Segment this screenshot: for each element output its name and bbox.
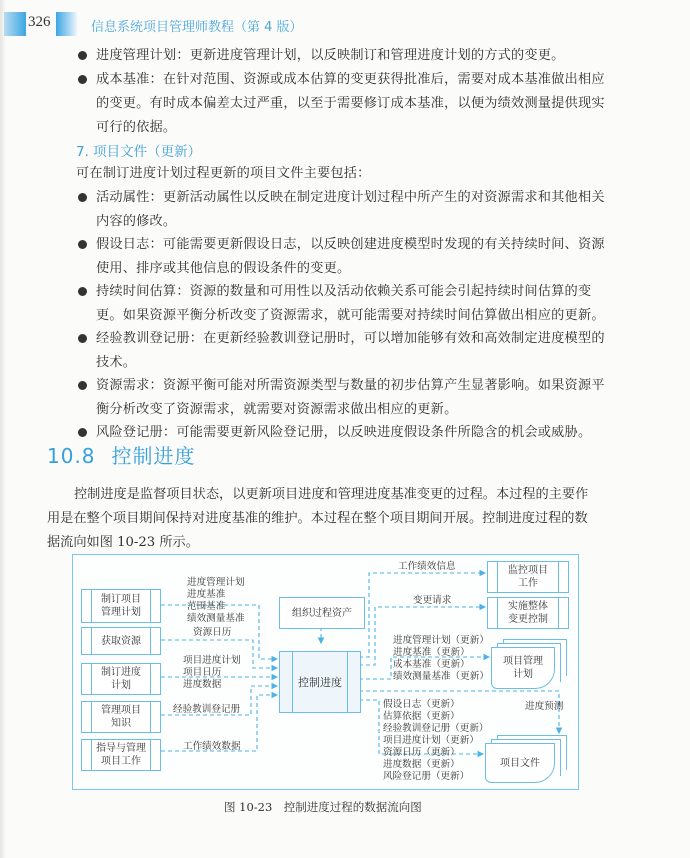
header-accent-bar <box>4 12 26 36</box>
output-item-change-requests: 变更请求 <box>413 595 452 606</box>
process-acquire-resources: 获取资源 <box>81 627 161 655</box>
bullet-line: 经验教训登记册：在更新经验教训登记册时，可以增加能够有效和高效制定进度模型的 <box>96 331 605 346</box>
bullet-dot-icon <box>78 240 87 249</box>
bullet-line: 的变更。有时成本偏差太过严重，以至于需要修订成本基准，以便为绩效测量提供现实 <box>96 96 605 111</box>
bullet-dot-icon <box>78 381 87 390</box>
document-project-docs: 项目文件 <box>485 735 575 785</box>
subsection-intro: 可在制订进度计划过程更新的项目文件主要包括： <box>76 166 371 181</box>
figure-caption: 图 10-23 控制进度过程的数据流向图 <box>224 800 422 814</box>
bullet-line: 资源需求：资源平衡可能对所需资源类型与数量的初步估算产生显著影响。如果资源平 <box>96 378 605 393</box>
data-flow-diagram <box>72 554 579 790</box>
process-direct-manage-work: 指导与管理 项目工作 <box>81 739 161 771</box>
section-paragraph <box>47 483 617 555</box>
page-header <box>0 12 690 36</box>
bullet-line: 风险登记册：可能需要更新风险登记册，以反映进度假设条件所隐含的机会或威胁。 <box>96 425 592 440</box>
subsection-heading: 7. 项目文件（更新） <box>76 144 202 160</box>
bullet-dot-icon <box>78 193 87 202</box>
paragraph-line: 控制进度是监督项目状态，以更新项目进度和管理进度基准变更的过程。本过程的主要作 <box>74 487 589 502</box>
bullet-line: 进度管理计划：更新进度管理计划，以反映制订和管理进度计划的方式的变更。 <box>96 48 565 63</box>
bullet-line: 持续时间估算：资源的数量和可用性以及活动依赖关系可能会引起持续时间估算的变 <box>96 284 592 299</box>
bullet-line: 假设日志：可能需要更新假设日志，以反映创建进度模型时发现的有关持续时间、资源 <box>96 237 605 252</box>
bullet-dot-icon <box>78 334 87 343</box>
bullet-line: 技术。 <box>96 355 137 370</box>
input-items-schedule: 项目进度计划 项目日历 进度数据 <box>183 655 241 690</box>
process-develop-pm-plan: 制订项目 管理计划 <box>81 589 161 623</box>
section-title: 控制进度 <box>111 444 196 468</box>
org-process-assets: 组织过程资产 <box>279 597 365 629</box>
input-items-resources: 资源日历 <box>193 627 232 638</box>
bullet-line: 活动属性：更新活动属性以反映在制定进度计划过程中所产生的对资源需求和其他相关 <box>96 190 605 205</box>
bullet-line: 内容的修改。 <box>96 214 177 229</box>
process-manage-knowledge: 管理项目 知识 <box>81 701 161 733</box>
process-develop-schedule: 制订进度 计划 <box>81 663 161 695</box>
bullet-dot-icon <box>78 75 87 84</box>
paragraph-line: 据流向如图 10-23 所示。 <box>47 535 199 550</box>
document-pm-plan: 项目管理 计划 <box>491 639 571 689</box>
forecast-label: 进度预测 <box>525 701 564 712</box>
bullet-dot-icon <box>78 428 87 437</box>
input-items-knowledge: 经验教训登记册 <box>173 704 241 715</box>
output-items-project-docs-updates: 假设日志（更新） 估算依据（更新） 经验教训登记册（更新） 项目进度计划（更新） 资源日历（更新） 进度数据（更新） 风险登记册（更新） <box>383 699 489 782</box>
input-items-work-data: 工作绩效数据 <box>183 741 241 752</box>
paragraph-line: 用是在整个项目期间保持对进度基准的维护。本过程在整个项目期间开展。控制进度过程的数 <box>47 511 588 526</box>
bullet-line: 可行的依据。 <box>96 120 177 135</box>
output-items-pm-plan-updates: 进度管理计划（更新） 进度基准（更新） 成本基准（更新） 绩效测量基准（更新） <box>393 635 489 682</box>
process-integrated-change-control: 实施整体 变更控制 <box>487 597 569 629</box>
header-accent-gradient <box>56 12 78 36</box>
input-items-pm-plan: 进度管理计划 进度基准 范围基准 绩效测量基准 <box>187 577 245 624</box>
section-number: 10.8 <box>47 444 96 468</box>
section-heading <box>47 440 196 469</box>
page-edge-shadow <box>0 0 6 858</box>
central-process-control-schedule: 控制进度 <box>279 651 361 713</box>
process-monitor-control-work: 监控项目 工作 <box>487 561 569 593</box>
bullet-line: 成本基准：在针对范围、资源或成本估算的变更获得批准后，需要对成本基准做出相应 <box>96 72 605 87</box>
book-title: 信息系统项目管理师教程（第 4 版） <box>91 20 303 35</box>
bullet-dot-icon <box>78 51 87 60</box>
page-number: 326 <box>28 14 51 30</box>
output-item-work-info: 工作绩效信息 <box>398 561 456 572</box>
bullet-line: 使用、排序或其他信息的假设条件的变更。 <box>96 261 351 276</box>
bullet-line: 衡分析改变了资源需求，就需要对资源需求做出相应的更新。 <box>96 402 458 417</box>
bullet-line: 更。如果资源平衡分析改变了资源需求，就可能需要对持续时间估算做出相应的更新。 <box>96 308 605 323</box>
bullet-dot-icon <box>78 287 87 296</box>
